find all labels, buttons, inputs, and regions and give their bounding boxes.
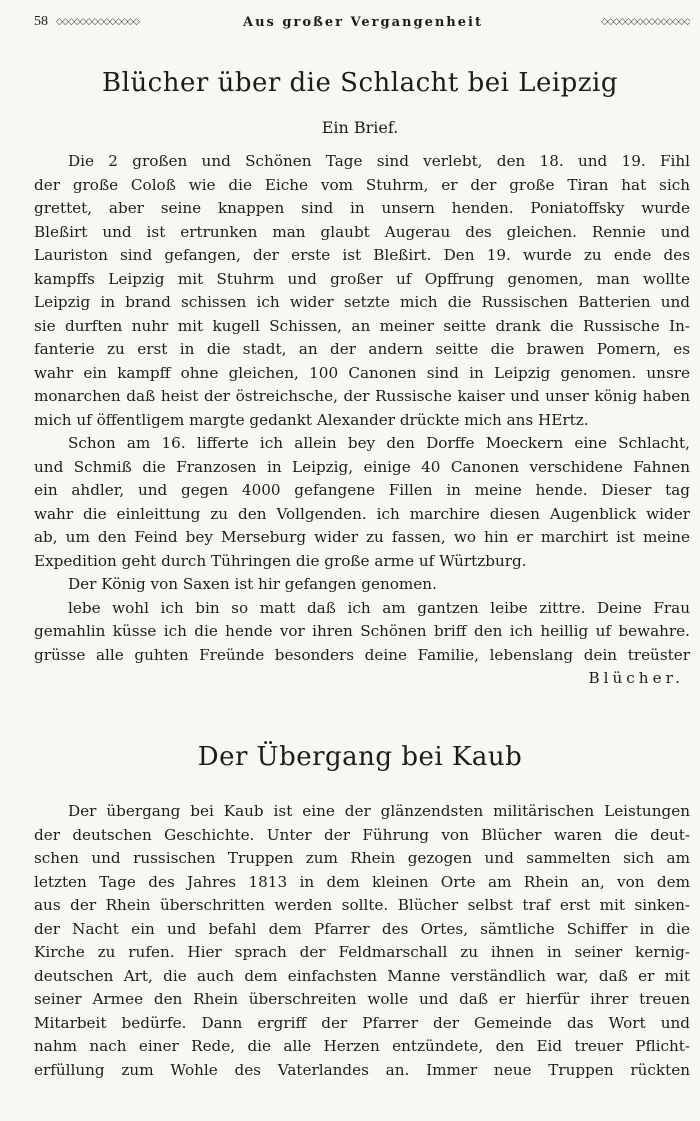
text-line: Schon am 16. lifferte ich allein bey den Dorffe Moeckern eine Schlacht, [68, 434, 690, 452]
paragraph [34, 800, 690, 1082]
letter-body [34, 150, 690, 691]
paragraph [34, 597, 690, 668]
ornament-left: ◇◇◇◇◇◇◇◇◇◇◇◇◇◇ [56, 17, 139, 27]
text-line: gemahlin küsse ich die hende vor ihren Schönen briff den ich heillig uf bewahre. [34, 622, 690, 640]
paragraph [34, 573, 690, 597]
text-line: Mitarbeit bedürfe. Dann ergriff der Pfarrer der Gemeinde das Wort und [34, 1013, 690, 1032]
text-line: sie durften nuhr mit kugell Schissen, an meiner seitte drank die Russische In- [34, 316, 690, 335]
page-number: 58 [34, 14, 48, 29]
text-line: Die 2 großen und Schönen Tage sind verlebt, den 18. und 19. Fihl [68, 152, 690, 170]
text-line: aus der Rhein überschritten werden sollte. Blücher selbst traf erst mit sinken- [34, 896, 690, 914]
section2-title: Der Übergang bei Kaub [197, 742, 523, 772]
section2-body [34, 800, 690, 1082]
signature: Blücher. [588, 669, 684, 687]
text-line: und Schmiß die Franzosen in Leipzig, einige 40 Canonen verschidene Fahnen [34, 457, 690, 476]
text-line: Bleßirt und ist ertrunken man glaubt Augerau des gleichen. Rennie und [34, 222, 690, 241]
text-line: kampffs Leipzig mit Stuhrm und großer uf Opffrung genomen, man wollte [34, 269, 690, 288]
paragraph [34, 432, 690, 573]
text-line: grüsse alle guhten Freünde besonders deine Familie, lebenslang dein treüster [34, 645, 690, 664]
text-line: seiner Armee den Rhein überschreiten wolle und daß er hierfür ihrer treuen [34, 990, 690, 1008]
text-line: schen und russischen Truppen zum Rhein gezogen und sammelten sich am [34, 849, 690, 867]
text-line: Leipzig in brand schissen ich wider setzte mich die Russischen Batterien und [34, 293, 690, 311]
text-line: nahm nach einer Rede, die alle Herzen entzündete, den Eid treuer Pflicht- [34, 1037, 690, 1055]
text-line: mich uf öffentligem margte gedankt Alexander drückte mich ans HErtz. [34, 410, 589, 429]
text-line: Der übergang bei Kaub ist eine der glänzendsten militärischen Leistungen [68, 802, 690, 820]
running-head [34, 12, 690, 32]
text-line: ein ahdler, und gegen 4000 gefangene Fillen in meine hende. Dieser tag [34, 481, 690, 499]
paragraph [34, 150, 690, 432]
text-line: Der König von Saxen ist hir gefangen genomen. [68, 575, 437, 593]
text-line: letzten Tage des Jahres 1813 in dem kleinen Orte am Rhein an, von dem [34, 872, 690, 891]
text-line: monarchen daß heist der östreichsche, der Russische kaiser und unser könig haben [34, 387, 690, 405]
text-line: Lauriston sind gefangen, der erste ist Bleßirt. Den 19. wurde zu ende des [34, 246, 690, 264]
text-line: der große Coloß wie die Eiche vom Stuhrm, er der große Tiran hat sich [34, 175, 690, 194]
text-line: lebe wohl ich bin so matt daß ich am gantzen leibe zittre. Deine Frau [68, 598, 690, 617]
text-line: wahr ein kampff ohne gleichen, 100 Canonen sind in Leipzig genomen. unsre [34, 363, 690, 382]
text-line: der deutschen Geschichte. Unter der Führung von Blücher waren die deut- [34, 825, 690, 844]
text-line: der Nacht ein und befahl dem Pfarrer des Ortes, sämtliche Schiffer in die [34, 919, 690, 938]
text-line: Kirche zu rufen. Hier sprach der Feldmarschall zu ihnen in seiner kernig- [34, 943, 690, 961]
text-line: wahr die einleittung zu den Vollgenden. ich marchire diesen Augenblick wider [34, 504, 690, 523]
ornament-right: ◇◇◇◇◇◇◇◇◇◇◇◇◇◇◇ [601, 17, 690, 27]
text-line: erfüllung zum Wohle des Vaterlandes an. Immer neue Truppen rückten [34, 1060, 690, 1079]
text-line: ab, um den Feind bey Merseburg wider zu fassen, wo hin er marchirt ist meine [34, 528, 690, 546]
section1-subtitle: Ein Brief. [321, 118, 399, 137]
text-line: grettet, aber seine knappen sind in unsern henden. Poniatoffsky wurde [34, 199, 690, 217]
text-line: deutschen Art, die auch dem einfachsten Manne verständlich war, daß er mit [34, 966, 690, 985]
text-line: Expedition geht durch Tühringen die große arme uf Würtzburg. [34, 551, 527, 570]
text-line: fanterie zu erst in die stadt, an der andern seitte die brawen Pomern, es [34, 340, 690, 358]
section1-title: Blücher über die Schlacht bei Leipzig [102, 68, 618, 98]
running-title: Aus großer Vergangenheit [243, 14, 483, 30]
